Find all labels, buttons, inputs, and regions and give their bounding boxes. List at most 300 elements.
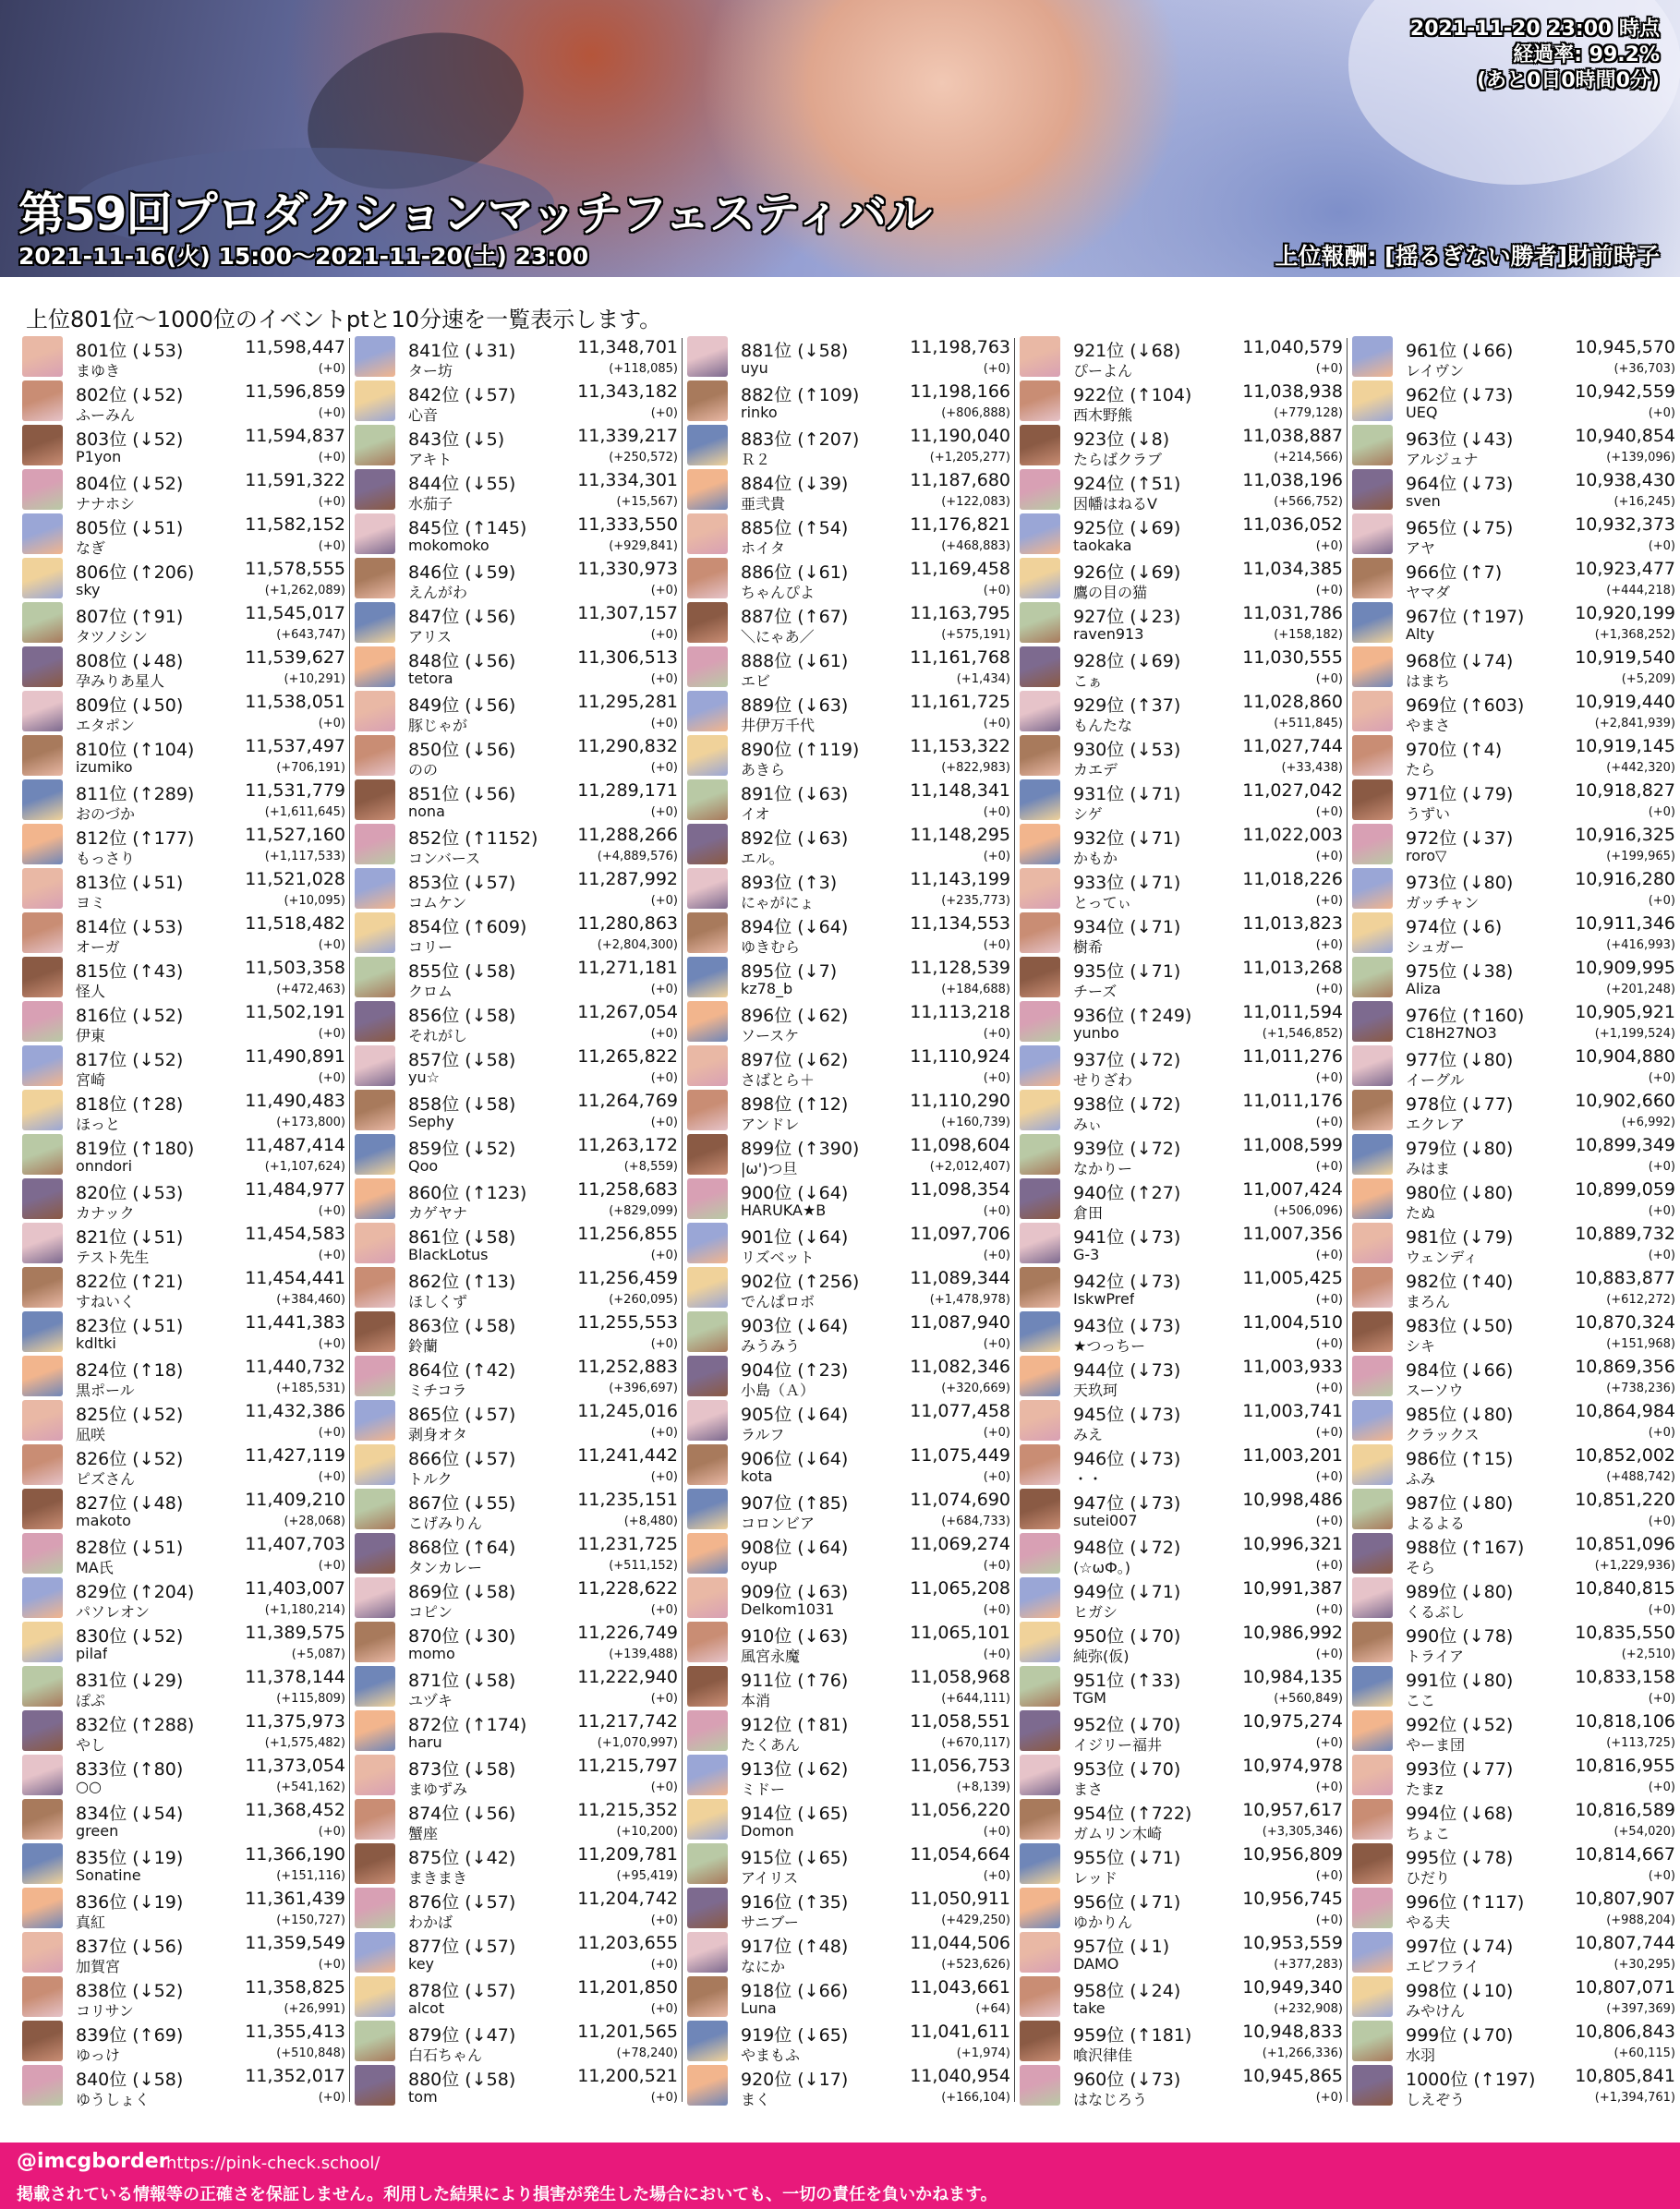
ranking-column	[1350, 334, 1675, 2106]
ranking-entry	[20, 1132, 345, 1177]
idol-avatar	[22, 2021, 63, 2061]
entry-points: 11,582,152	[245, 514, 345, 535]
entry-points: 11,359,549	[245, 1933, 345, 1953]
entry-rank: 991位 (↓80)	[1406, 1671, 1514, 1691]
entry-username: イーグル	[1406, 1071, 1465, 1089]
entry-rank: 978位 (↓77)	[1406, 1094, 1514, 1115]
idol-avatar	[355, 1444, 395, 1485]
entry-speed: (+0)	[1315, 539, 1343, 553]
entry-speed: (+115,809)	[276, 1692, 345, 1706]
entry-points: 11,527,160	[245, 825, 345, 845]
idol-avatar	[1352, 1577, 1393, 1618]
ranking-entry	[1018, 2063, 1343, 2107]
entry-rank: 907位 (↑85)	[741, 1493, 849, 1514]
idol-avatar	[687, 1001, 728, 1042]
entry-rank: 932位 (↓71)	[1073, 828, 1181, 849]
idol-avatar	[1352, 1267, 1393, 1308]
site-link[interactable]: https://pink-check.school/	[166, 2154, 381, 2173]
idol-avatar	[22, 1267, 63, 1308]
idol-avatar	[355, 1888, 395, 1928]
entry-username: シュガー	[1406, 938, 1465, 956]
entry-speed: (+1,394,761)	[1594, 2091, 1675, 2105]
entry-speed: (+0)	[983, 1204, 1010, 1218]
ranking-entry	[1350, 512, 1675, 556]
idol-avatar	[355, 336, 395, 377]
idol-avatar	[22, 1489, 63, 1529]
entry-points: 11,352,017	[245, 2066, 345, 2086]
ranking-entry	[685, 1265, 1010, 1310]
ranking-entry	[1018, 1442, 1343, 1487]
entry-username: おのづか	[76, 805, 136, 823]
entry-rank: 921位 (↓68)	[1073, 341, 1181, 361]
ranking-entry	[1350, 1797, 1675, 1841]
entry-points: 11,161,725	[910, 692, 1010, 712]
entry-points: 11,058,551	[910, 1711, 1010, 1732]
entry-speed: (+0)	[1315, 1293, 1343, 1307]
ranking-entry	[1018, 1841, 1343, 1886]
entry-username: ふみ	[1406, 1470, 1436, 1488]
entry-username: kdltki	[76, 1334, 116, 1352]
twitter-handle[interactable]: @imcgborder	[17, 2150, 169, 2173]
entry-username: 因幡はねるV	[1073, 495, 1157, 513]
entry-points: 11,065,101	[910, 1623, 1010, 1643]
entry-speed: (+0)	[650, 1426, 678, 1440]
entry-points: 11,027,042	[1242, 780, 1343, 801]
entry-username: えんがわ	[408, 584, 468, 601]
entry-rank: 913位 (↓62)	[741, 1759, 849, 1780]
intro-text: 上位801位～1000位のイベントptと10分速を一覧表示します。	[26, 307, 662, 332]
entry-username: sven	[1406, 492, 1441, 510]
entry-speed: (+0)	[983, 1426, 1010, 1440]
ranking-entry	[1018, 1487, 1343, 1531]
entry-username: 亜弐貴	[741, 495, 786, 513]
idol-avatar	[1352, 1799, 1393, 1840]
ranking-entry	[1350, 2019, 1675, 2063]
entry-points: 11,263,172	[577, 1135, 678, 1155]
entry-speed: (+396,697)	[609, 1382, 678, 1395]
entry-rank: 866位 (↓57)	[408, 1449, 516, 1469]
ranking-grid	[20, 334, 1674, 2106]
ranking-entry	[1350, 911, 1675, 955]
idol-avatar	[1020, 2065, 1060, 2106]
entry-speed: (+166,104)	[941, 2091, 1010, 2105]
entry-points: 11,366,190	[245, 1844, 345, 1865]
ranking-entry	[20, 379, 345, 423]
entry-rank: 882位 (↑109)	[741, 385, 860, 405]
entry-speed: (+0)	[318, 1470, 345, 1484]
entry-username: ヨミ	[76, 894, 106, 911]
disclaimer: 掲載されている情報等の正確さを保証しません。利用した結果により損害が発生した場合においても、一切の責任を負いかねます。	[17, 2185, 997, 2204]
entry-points: 10,945,570	[1575, 337, 1675, 357]
entry-username: まきまき	[408, 1869, 468, 1887]
entry-rank: 853位 (↓57)	[408, 873, 516, 893]
idol-avatar	[687, 1223, 728, 1263]
entry-rank: 940位 (↑27)	[1073, 1183, 1181, 1203]
entry-points: 11,143,199	[910, 869, 1010, 889]
ranking-entry	[1018, 1044, 1343, 1088]
idol-avatar	[1352, 1843, 1393, 1884]
ranking-entry	[685, 556, 1010, 600]
ranking-entry	[20, 1886, 345, 1930]
entry-speed: (+2,012,407)	[929, 1160, 1010, 1174]
entry-points: 10,919,440	[1575, 692, 1675, 712]
entry-username: 倉田	[1073, 1204, 1104, 1222]
entry-rank: 856位 (↓58)	[408, 1006, 516, 1026]
entry-username: take	[1073, 1999, 1106, 2017]
entry-username: TGM	[1073, 1689, 1106, 1707]
entry-username: 西木野熊	[1073, 406, 1133, 424]
entry-speed: (+468,883)	[941, 539, 1010, 553]
entry-username: uyu	[741, 359, 768, 377]
entry-points: 11,231,725	[577, 1534, 678, 1554]
entry-username: HARUKA★B	[741, 1201, 827, 1219]
ranking-entry	[1350, 1044, 1675, 1088]
entry-username: ゆっけ	[76, 2046, 120, 2064]
entry-username: タツノシン	[76, 628, 148, 646]
entry-points: 10,948,833	[1242, 2022, 1343, 2042]
idol-avatar	[1352, 1444, 1393, 1485]
entry-username: roro▽	[1406, 847, 1447, 864]
entry-points: 10,805,841	[1575, 2066, 1675, 2086]
entry-username: IskwPref	[1073, 1290, 1135, 1308]
ranking-entry	[1350, 1575, 1675, 1620]
entry-points: 11,031,786	[1242, 603, 1343, 623]
entry-speed: (+0)	[983, 1869, 1010, 1883]
entry-speed: (+0)	[983, 1071, 1010, 1085]
idol-avatar	[355, 602, 395, 643]
entry-speed: (+510,848)	[276, 2046, 345, 2060]
idol-avatar	[22, 1045, 63, 1086]
entry-points: 10,974,978	[1242, 1756, 1343, 1776]
idol-avatar	[1352, 1223, 1393, 1263]
entry-speed: (+511,152)	[609, 1559, 678, 1573]
entry-points: 10,852,002	[1575, 1445, 1675, 1466]
entry-speed: (+250,572)	[609, 451, 678, 465]
entry-rank: 992位 (↓52)	[1406, 1715, 1514, 1735]
ranking-entry	[685, 689, 1010, 733]
entry-speed: (+201,248)	[1606, 983, 1675, 996]
entry-points: 11,409,210	[245, 1490, 345, 1510]
entry-speed: (+184,688)	[941, 983, 1010, 996]
entry-rank: 826位 (↓52)	[76, 1449, 184, 1469]
entry-username: すねいく	[76, 1293, 136, 1310]
entry-points: 11,454,441	[245, 1268, 345, 1288]
ranking-entry	[685, 2063, 1010, 2107]
ranking-entry	[20, 512, 345, 556]
ranking-entry	[1350, 467, 1675, 512]
ranking-entry	[20, 1221, 345, 1265]
entry-username: コリサン	[76, 2002, 134, 2020]
entry-username: とってぃ	[1073, 894, 1132, 911]
idol-avatar	[355, 1666, 395, 1707]
entry-username: 白石ちゃん	[408, 2046, 483, 2064]
ranking-entry	[685, 645, 1010, 689]
entry-points: 10,864,984	[1575, 1401, 1675, 1421]
idol-avatar	[1020, 2021, 1060, 2061]
entry-username: みはま	[1406, 1160, 1451, 1177]
entry-points: 11,596,859	[245, 381, 345, 402]
ranking-entry	[20, 1487, 345, 1531]
entry-points: 11,148,341	[910, 780, 1010, 801]
entry-rank: 970位 (↑4)	[1406, 740, 1503, 760]
entry-speed: (+0)	[983, 1603, 1010, 1617]
idol-avatar	[355, 912, 395, 953]
ranking-entry	[685, 1487, 1010, 1531]
entry-speed: (+0)	[650, 1470, 678, 1484]
ranking-entry	[20, 822, 345, 866]
idol-avatar	[22, 1311, 63, 1352]
entry-points: 11,056,220	[910, 1800, 1010, 1820]
idol-avatar	[1020, 1400, 1060, 1441]
entry-username: それがし	[408, 1027, 468, 1044]
entry-speed: (+95,419)	[616, 1869, 678, 1883]
idol-avatar	[355, 957, 395, 997]
idol-avatar	[1020, 1356, 1060, 1396]
entry-speed: (+0)	[318, 1825, 345, 1839]
idol-avatar	[1020, 1001, 1060, 1042]
entry-points: 11,389,575	[245, 1623, 345, 1643]
ranking-entry	[353, 778, 678, 822]
entry-speed: (+0)	[318, 495, 345, 509]
entry-rank: 1000位 (↑197)	[1406, 2070, 1536, 2090]
entry-username: たら	[1406, 761, 1436, 779]
entry-rank: 952位 (↓70)	[1073, 1715, 1181, 1735]
entry-points: 10,920,199	[1575, 603, 1675, 623]
entry-rank: 861位 (↓58)	[408, 1227, 516, 1248]
ranking-entry	[1350, 2063, 1675, 2107]
idol-avatar	[687, 425, 728, 465]
entry-speed: (+0)	[650, 2002, 678, 2016]
entry-points: 11,056,753	[910, 1756, 1010, 1776]
entry-username: BlackLotus	[408, 1246, 489, 1263]
entry-rank: 878位 (↓57)	[408, 1981, 516, 2001]
entry-speed: (+779,128)	[1274, 406, 1343, 420]
ranking-entry	[353, 645, 678, 689]
ranking-entry	[685, 911, 1010, 955]
entry-username: 真紅	[76, 1913, 106, 1931]
entry-speed: (+1,368,252)	[1594, 628, 1675, 642]
entry-username: やし	[76, 1736, 106, 1754]
entry-speed: (+0)	[1315, 672, 1343, 686]
entry-speed: (+0)	[318, 1337, 345, 1351]
ranking-entry	[685, 955, 1010, 999]
idol-avatar	[22, 513, 63, 554]
idol-avatar	[355, 1134, 395, 1175]
entry-rank: 979位 (↓80)	[1406, 1139, 1514, 1159]
ranking-column	[20, 334, 345, 2106]
entry-speed: (+320,669)	[941, 1382, 1010, 1395]
entry-username: よるよる	[1406, 1515, 1466, 1532]
entry-rank: 976位 (↑160)	[1406, 1006, 1525, 1026]
entry-points: 10,996,321	[1242, 1534, 1343, 1554]
ranking-entry	[1350, 1930, 1675, 1974]
entry-username: まろん	[1406, 1293, 1451, 1310]
entry-username: チーズ	[1073, 983, 1118, 1000]
entry-rank: 958位 (↓24)	[1073, 1981, 1181, 2001]
idol-avatar	[687, 1932, 728, 1973]
entry-username: sutei007	[1073, 1512, 1138, 1529]
entry-username: そら	[1406, 1559, 1436, 1576]
idol-avatar	[355, 779, 395, 820]
entry-rank: 988位 (↑167)	[1406, 1538, 1525, 1558]
entry-rank: 995位 (↓78)	[1406, 1848, 1514, 1868]
ranking-entry	[1350, 1487, 1675, 1531]
ranking-entry	[1018, 1531, 1343, 1575]
ranking-entry	[353, 1575, 678, 1620]
entry-speed: (+173,800)	[276, 1116, 345, 1129]
ranking-entry	[353, 1708, 678, 1753]
entry-rank: 981位 (↓79)	[1406, 1227, 1514, 1248]
entry-points: 11,110,924	[910, 1046, 1010, 1067]
entry-rank: 945位 (↓73)	[1073, 1405, 1181, 1425]
entry-username: ○○	[76, 1778, 102, 1795]
entry-speed: (+0)	[318, 2091, 345, 2105]
entry-points: 11,432,386	[245, 1401, 345, 1421]
entry-rank: 817位 (↓52)	[76, 1050, 184, 1070]
entry-username: やる夫	[1406, 1913, 1451, 1931]
entry-rank: 822位 (↑21)	[76, 1272, 184, 1292]
entry-points: 11,007,424	[1242, 1179, 1343, 1200]
idol-avatar	[22, 336, 63, 377]
entry-points: 11,005,425	[1242, 1268, 1343, 1288]
entry-username: イジリー福井	[1073, 1736, 1163, 1754]
entry-rank: 869位 (↓58)	[408, 1582, 516, 1602]
entry-rank: 855位 (↓58)	[408, 961, 516, 982]
entry-points: 11,013,823	[1242, 913, 1343, 934]
idol-avatar	[1352, 691, 1393, 731]
entry-points: 11,252,883	[577, 1357, 678, 1377]
ranking-entry	[1018, 600, 1343, 645]
column-divider	[682, 338, 683, 2102]
entry-rank: 837位 (↓56)	[76, 1937, 184, 1957]
entry-rank: 947位 (↓73)	[1073, 1493, 1181, 1514]
entry-rank: 906位 (↓64)	[741, 1449, 849, 1469]
entry-rank: 888位 (↓61)	[741, 651, 849, 671]
entry-speed: (+384,460)	[276, 1293, 345, 1307]
entry-rank: 835位 (↓19)	[76, 1848, 184, 1868]
footer	[0, 2143, 1680, 2209]
entry-points: 11,153,322	[910, 736, 1010, 756]
entry-points: 10,919,145	[1575, 736, 1675, 756]
entry-points: 10,986,992	[1242, 1623, 1343, 1643]
ranking-entry	[353, 999, 678, 1044]
entry-speed: (+0)	[1648, 1426, 1675, 1440]
entry-points: 10,940,854	[1575, 426, 1675, 446]
idol-avatar	[355, 1001, 395, 1042]
entry-username: たまz	[1406, 1780, 1444, 1798]
idol-avatar	[1020, 1090, 1060, 1130]
entry-points: 11,226,749	[577, 1623, 678, 1643]
entry-speed: (+28,068)	[284, 1515, 345, 1528]
ranking-entry	[685, 1354, 1010, 1398]
entry-speed: (+0)	[650, 1692, 678, 1706]
entry-points: 10,932,373	[1575, 514, 1675, 535]
ranking-entry	[685, 999, 1010, 1044]
idol-avatar	[355, 1400, 395, 1441]
entry-points: 10,916,280	[1575, 869, 1675, 889]
entry-username: 孕みりあ星人	[76, 672, 165, 690]
ranking-entry	[353, 1354, 678, 1398]
idol-avatar	[22, 1666, 63, 1707]
entry-username: mokomoko	[408, 537, 489, 554]
entry-speed: (+0)	[650, 406, 678, 420]
entry-speed: (+0)	[1648, 1603, 1675, 1617]
entry-username: こぁ	[1073, 672, 1103, 690]
entry-username: ピズさん	[76, 1470, 136, 1488]
idol-avatar	[1352, 1932, 1393, 1973]
entry-speed: (+0)	[983, 1027, 1010, 1041]
entry-username: Luna	[741, 1999, 777, 2017]
entry-speed: (+6,992)	[1621, 1116, 1675, 1129]
ranking-entry	[1350, 1886, 1675, 1930]
entry-speed: (+0)	[983, 938, 1010, 952]
entry-points: 11,306,513	[577, 647, 678, 668]
entry-username: P1yon	[76, 448, 122, 465]
idol-avatar	[22, 824, 63, 864]
entry-speed: (+0)	[650, 628, 678, 642]
ranking-entry	[1350, 1753, 1675, 1797]
idol-avatar	[22, 957, 63, 997]
ranking-column	[353, 334, 678, 2106]
idol-avatar	[687, 1489, 728, 1529]
idol-avatar	[22, 1888, 63, 1928]
idol-avatar	[22, 602, 63, 643]
ranking-entry	[1018, 1753, 1343, 1797]
entry-speed: (+0)	[650, 805, 678, 819]
idol-avatar	[1020, 691, 1060, 731]
entry-speed: (+0)	[1315, 2091, 1343, 2105]
entry-rank: 938位 (↓72)	[1073, 1094, 1181, 1115]
entry-username: うずい	[1406, 805, 1451, 823]
entry-points: 11,355,413	[245, 2022, 345, 2042]
entry-rank: 894位 (↓64)	[741, 917, 849, 937]
entry-rank: 960位 (↓73)	[1073, 2070, 1181, 2090]
entry-username: 水茄子	[408, 495, 453, 513]
entry-rank: 828位 (↓51)	[76, 1538, 184, 1558]
entry-points: 11,245,016	[577, 1401, 678, 1421]
entry-rank: 805位 (↓51)	[76, 518, 184, 538]
entry-points: 10,911,346	[1575, 913, 1675, 934]
entry-speed: (+113,725)	[1606, 1736, 1675, 1750]
entry-rank: 838位 (↓52)	[76, 1981, 184, 2001]
entry-rank: 944位 (↓73)	[1073, 1360, 1181, 1381]
idol-avatar	[355, 1533, 395, 1574]
idol-avatar	[22, 380, 63, 421]
ranking-entry	[1018, 1398, 1343, 1442]
entry-speed: (+1,611,645)	[264, 805, 345, 819]
entry-rank: 801位 (↓53)	[76, 341, 184, 361]
idol-avatar	[687, 1178, 728, 1219]
entry-username: あきら	[741, 761, 786, 779]
entry-speed: (+0)	[1648, 406, 1675, 420]
entry-points: 11,339,217	[577, 426, 678, 446]
ranking-entry	[685, 1664, 1010, 1708]
ranking-entry	[685, 1442, 1010, 1487]
entry-rank: 928位 (↓69)	[1073, 651, 1181, 671]
entry-speed: (+260,095)	[609, 1293, 678, 1307]
entry-username: |ω')つ旦	[741, 1160, 798, 1177]
entry-rank: 929位 (↑37)	[1073, 695, 1181, 716]
entry-speed: (+397,369)	[1606, 2002, 1675, 2016]
entry-username: タンカレー	[408, 1559, 483, 1576]
ranking-entry	[1018, 955, 1343, 999]
entry-username: カエデ	[1073, 761, 1118, 779]
entry-points: 10,807,907	[1575, 1889, 1675, 1909]
ranking-entry	[20, 1310, 345, 1354]
ranking-entry	[685, 1044, 1010, 1088]
ranking-entry	[353, 955, 678, 999]
idol-avatar	[1352, 513, 1393, 554]
